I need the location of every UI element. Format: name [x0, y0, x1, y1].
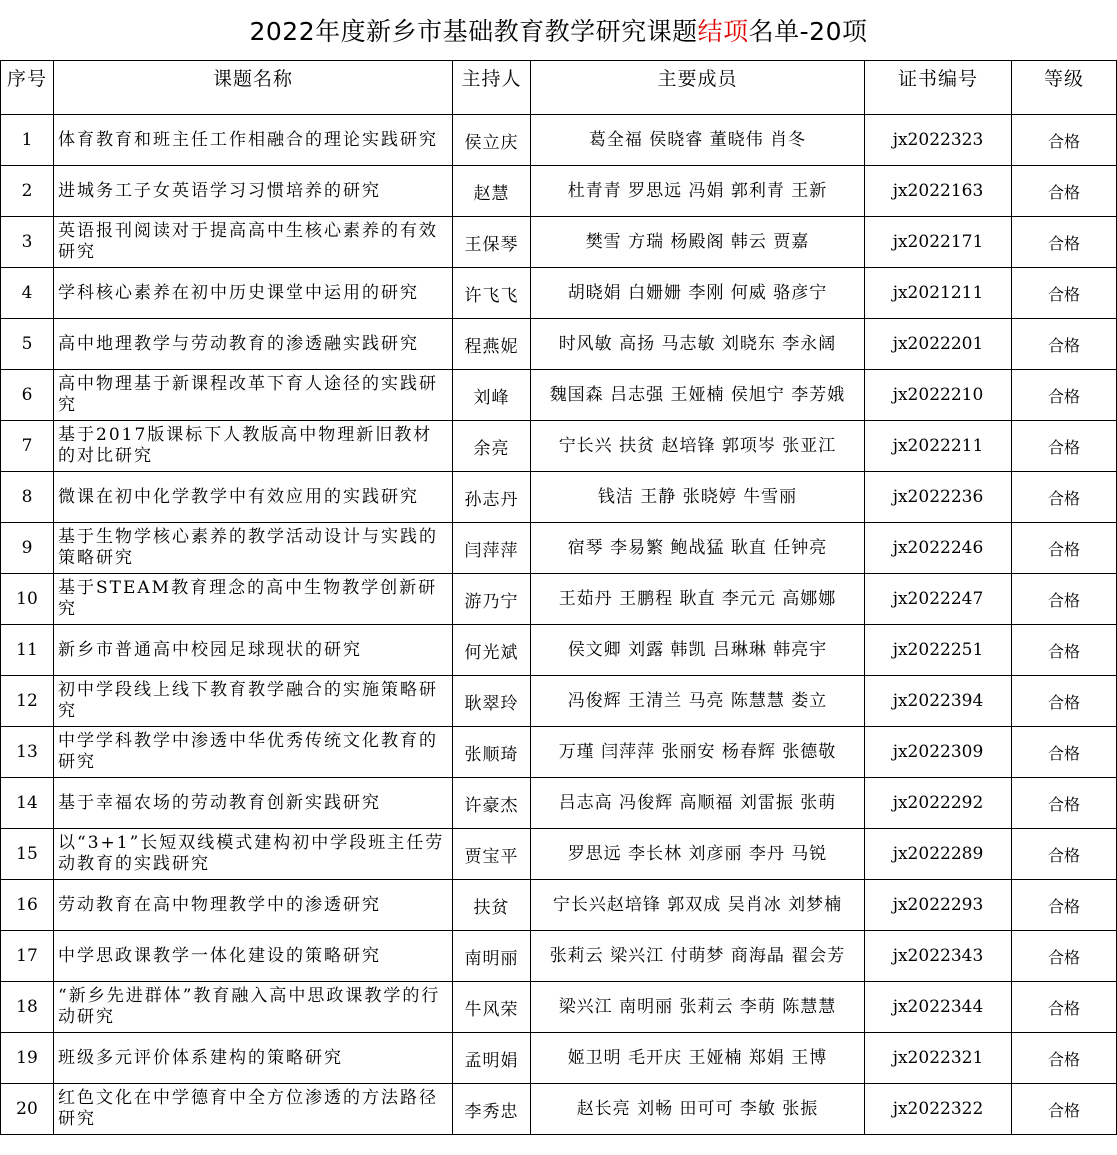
- cell-index: 13: [1, 727, 54, 778]
- cell-cert: jx2022171: [865, 217, 1012, 268]
- cell-members: 梁兴江 南明丽 张莉云 李萌 陈慧慧: [531, 982, 865, 1033]
- cell-grade: 合格: [1012, 1033, 1117, 1084]
- cell-cert: jx2022201: [865, 319, 1012, 370]
- cell-leader: 扶贫: [453, 880, 531, 931]
- page-title: [0, 0, 1117, 60]
- cell-grade: 合格: [1012, 625, 1117, 676]
- header-row: [1, 61, 1117, 115]
- cell-grade: 合格: [1012, 982, 1117, 1033]
- table-row: [1, 880, 1117, 931]
- cell-members: 杜青青 罗思远 冯娟 郭利青 王新: [531, 166, 865, 217]
- cell-leader: 孙志丹: [453, 472, 531, 523]
- cell-index: 5: [1, 319, 54, 370]
- cell-cert: jx2021211: [865, 268, 1012, 319]
- title-suffix: 名单-20项: [748, 17, 868, 46]
- cell-cert: jx2022343: [865, 931, 1012, 982]
- header-topic: 课题名称: [54, 61, 453, 115]
- table-row: [1, 829, 1117, 880]
- cell-topic: 高中物理基于新课程改革下育人途径的实践研究: [54, 370, 453, 421]
- cell-members: 宿琴 李易繁 鲍战猛 耿直 任钟亮: [531, 523, 865, 574]
- cell-topic: 高中地理教学与劳动教育的渗透融实践研究: [54, 319, 453, 370]
- cell-grade: 合格: [1012, 319, 1117, 370]
- table-row: [1, 319, 1117, 370]
- cell-members: 胡晓娟 白姗姗 李刚 何威 骆彦宁: [531, 268, 865, 319]
- header-index: 序号: [1, 61, 54, 115]
- cell-leader: 闫萍萍: [453, 523, 531, 574]
- table-row: [1, 1084, 1117, 1135]
- cell-cert: jx2022289: [865, 829, 1012, 880]
- cell-leader: 游乃宁: [453, 574, 531, 625]
- cell-grade: 合格: [1012, 829, 1117, 880]
- cell-leader: 孟明娟: [453, 1033, 531, 1084]
- cell-cert: jx2022292: [865, 778, 1012, 829]
- cell-grade: 合格: [1012, 574, 1117, 625]
- cell-topic: 微课在初中化学教学中有效应用的实践研究: [54, 472, 453, 523]
- cell-leader: 李秀忠: [453, 1084, 531, 1135]
- cell-grade: 合格: [1012, 217, 1117, 268]
- cell-grade: 合格: [1012, 472, 1117, 523]
- cell-leader: 程燕妮: [453, 319, 531, 370]
- cell-index: 20: [1, 1084, 54, 1135]
- cell-topic: 中学思政课教学一体化建设的策略研究: [54, 931, 453, 982]
- cell-members: 侯文卿 刘露 韩凯 吕琳琳 韩亮宇: [531, 625, 865, 676]
- cell-topic: 红色文化在中学德育中全方位渗透的方法路径研究: [54, 1084, 453, 1135]
- cell-cert: jx2022246: [865, 523, 1012, 574]
- cell-index: 2: [1, 166, 54, 217]
- cell-topic: “新乡先进群体”教育融入高中思政课教学的行动研究: [54, 982, 453, 1033]
- cell-index: 6: [1, 370, 54, 421]
- header-members: 主要成员: [531, 61, 865, 115]
- cell-topic: 基于生物学核心素养的教学活动设计与实践的策略研究: [54, 523, 453, 574]
- cell-cert: jx2022344: [865, 982, 1012, 1033]
- cell-cert: jx2022247: [865, 574, 1012, 625]
- cell-index: 9: [1, 523, 54, 574]
- table-row: [1, 982, 1117, 1033]
- cell-index: 4: [1, 268, 54, 319]
- cell-cert: jx2022163: [865, 166, 1012, 217]
- title-highlight: 结项: [697, 17, 749, 46]
- cell-index: 10: [1, 574, 54, 625]
- cell-grade: 合格: [1012, 880, 1117, 931]
- cell-index: 17: [1, 931, 54, 982]
- cell-members: 罗思远 李长林 刘彦丽 李丹 马锐: [531, 829, 865, 880]
- cell-cert: jx2022293: [865, 880, 1012, 931]
- cell-topic: 学科核心素养在初中历史课堂中运用的研究: [54, 268, 453, 319]
- cell-cert: jx2022322: [865, 1084, 1012, 1135]
- cell-leader: 何光斌: [453, 625, 531, 676]
- cell-index: 7: [1, 421, 54, 472]
- table-row: [1, 625, 1117, 676]
- cell-index: 8: [1, 472, 54, 523]
- cell-cert: jx2022394: [865, 676, 1012, 727]
- cell-members: 冯俊辉 王清兰 马亮 陈慧慧 娄立: [531, 676, 865, 727]
- cell-grade: 合格: [1012, 166, 1117, 217]
- table-row: [1, 370, 1117, 421]
- cell-topic: 班级多元评价体系建构的策略研究: [54, 1033, 453, 1084]
- cell-topic: 以“3+1”长短双线模式建构初中学段班主任劳动教育的实践研究: [54, 829, 453, 880]
- cell-members: 钱洁 王静 张晓婷 牛雪丽: [531, 472, 865, 523]
- cell-topic: 初中学段线上线下教育教学融合的实施策略研究: [54, 676, 453, 727]
- table-row: [1, 574, 1117, 625]
- cell-leader: 许飞飞: [453, 268, 531, 319]
- cell-grade: 合格: [1012, 778, 1117, 829]
- header-grade: 等级: [1012, 61, 1117, 115]
- cell-index: 12: [1, 676, 54, 727]
- cell-cert: jx2022236: [865, 472, 1012, 523]
- cell-topic: 劳动教育在高中物理教学中的渗透研究: [54, 880, 453, 931]
- cell-grade: 合格: [1012, 421, 1117, 472]
- cell-members: 葛全福 侯晓睿 董晓伟 肖冬: [531, 115, 865, 166]
- cell-index: 19: [1, 1033, 54, 1084]
- cell-topic: 英语报刊阅读对于提高高中生核心素养的有效研究: [54, 217, 453, 268]
- cell-topic: 基于2017版课标下人教版高中物理新旧教材的对比研究: [54, 421, 453, 472]
- cell-leader: 赵慧: [453, 166, 531, 217]
- title-prefix: 2022年度新乡市基础教育教学研究课题: [249, 17, 698, 46]
- cell-cert: jx2022251: [865, 625, 1012, 676]
- cell-members: 魏国森 吕志强 王娅楠 侯旭宁 李芳娥: [531, 370, 865, 421]
- cell-grade: 合格: [1012, 115, 1117, 166]
- table-row: [1, 676, 1117, 727]
- cell-topic: 中学学科教学中渗透中华优秀传统文化教育的研究: [54, 727, 453, 778]
- table-row: [1, 166, 1117, 217]
- cell-cert: jx2022211: [865, 421, 1012, 472]
- cell-grade: 合格: [1012, 523, 1117, 574]
- cell-index: 15: [1, 829, 54, 880]
- cell-leader: 侯立庆: [453, 115, 531, 166]
- cell-topic: 进城务工子女英语学习习惯培养的研究: [54, 166, 453, 217]
- results-table: [0, 60, 1117, 1135]
- cell-grade: 合格: [1012, 1084, 1117, 1135]
- cell-grade: 合格: [1012, 727, 1117, 778]
- cell-index: 3: [1, 217, 54, 268]
- cell-index: 18: [1, 982, 54, 1033]
- table-row: [1, 1033, 1117, 1084]
- cell-leader: 贾宝平: [453, 829, 531, 880]
- cell-leader: 刘峰: [453, 370, 531, 421]
- cell-topic: 新乡市普通高中校园足球现状的研究: [54, 625, 453, 676]
- table-row: [1, 115, 1117, 166]
- header-leader: 主持人: [453, 61, 531, 115]
- cell-members: 王茹丹 王鹏程 耿直 李元元 高娜娜: [531, 574, 865, 625]
- cell-cert: jx2022321: [865, 1033, 1012, 1084]
- cell-members: 宁长兴赵培锋 郭双成 吴肖冰 刘梦楠: [531, 880, 865, 931]
- cell-members: 万瑾 闫萍萍 张丽安 杨春辉 张德敬: [531, 727, 865, 778]
- cell-cert: jx2022309: [865, 727, 1012, 778]
- cell-leader: 耿翠玲: [453, 676, 531, 727]
- cell-leader: 张顺琦: [453, 727, 531, 778]
- cell-cert: jx2022210: [865, 370, 1012, 421]
- cell-leader: 南明丽: [453, 931, 531, 982]
- cell-leader: 牛风荣: [453, 982, 531, 1033]
- cell-leader: 余亮: [453, 421, 531, 472]
- table-row: [1, 727, 1117, 778]
- cell-grade: 合格: [1012, 268, 1117, 319]
- cell-index: 11: [1, 625, 54, 676]
- cell-members: 樊雪 方瑞 杨殿阁 韩云 贾嘉: [531, 217, 865, 268]
- cell-index: 1: [1, 115, 54, 166]
- table-row: [1, 931, 1117, 982]
- cell-grade: 合格: [1012, 676, 1117, 727]
- table-row: [1, 472, 1117, 523]
- table-row: [1, 421, 1117, 472]
- cell-members: 吕志高 冯俊辉 高顺福 刘雷振 张萌: [531, 778, 865, 829]
- table-row: [1, 268, 1117, 319]
- cell-cert: jx2022323: [865, 115, 1012, 166]
- table-row: [1, 217, 1117, 268]
- cell-grade: 合格: [1012, 370, 1117, 421]
- cell-topic: 基于幸福农场的劳动教育创新实践研究: [54, 778, 453, 829]
- table-row: [1, 523, 1117, 574]
- cell-index: 14: [1, 778, 54, 829]
- cell-members: 宁长兴 扶贫 赵培锋 郭项岑 张亚江: [531, 421, 865, 472]
- cell-members: 姬卫明 毛开庆 王娅楠 郑娟 王博: [531, 1033, 865, 1084]
- cell-grade: 合格: [1012, 931, 1117, 982]
- table-body: [1, 115, 1117, 1135]
- cell-topic: 基于STEAM教育理念的高中生物教学创新研究: [54, 574, 453, 625]
- cell-leader: 王保琴: [453, 217, 531, 268]
- cell-members: 张莉云 梁兴江 付萌梦 商海晶 翟会芳: [531, 931, 865, 982]
- cell-members: 时风敏 高扬 马志敏 刘晓东 李永阔: [531, 319, 865, 370]
- cell-leader: 许豪杰: [453, 778, 531, 829]
- cell-index: 16: [1, 880, 54, 931]
- header-cert: 证书编号: [865, 61, 1012, 115]
- cell-topic: 体育教育和班主任工作相融合的理论实践研究: [54, 115, 453, 166]
- cell-members: 赵长亮 刘畅 田可可 李敏 张振: [531, 1084, 865, 1135]
- table-row: [1, 778, 1117, 829]
